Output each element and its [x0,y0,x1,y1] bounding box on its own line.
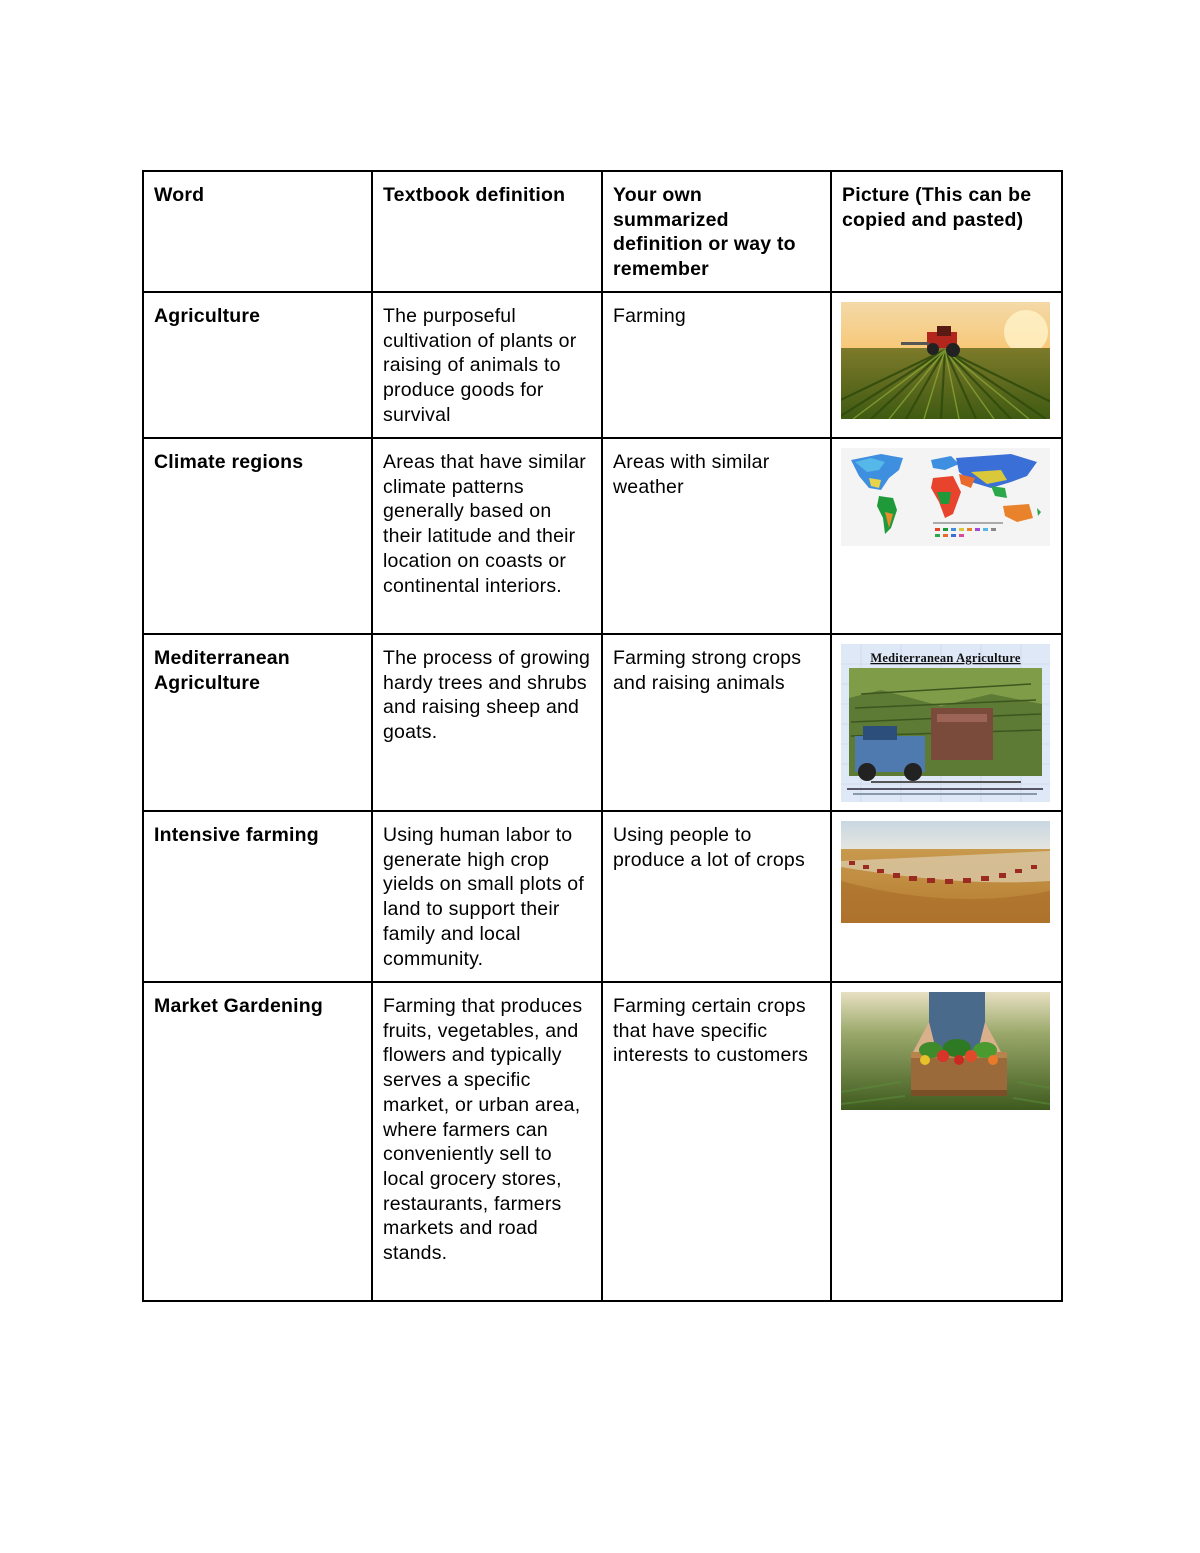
word-cell: Mediterranean Agriculture [143,634,372,811]
textbook-definition-cell: The process of growing hardy trees and shrubs and raising sheep and goats. [372,634,602,811]
word-cell: Market Gardening [143,982,372,1301]
tractor-field-image [841,302,1050,419]
word-cell: Climate regions [143,438,372,634]
textbook-definition-cell: Areas that have similar climate patterns generally based on their latitude and their location on coasts or continental interiors. [372,438,602,634]
table-row [143,634,1062,811]
slide-title: Mediterranean Agriculture [870,651,1021,665]
own-definition-cell: Farming strong crops and raising animals [602,634,831,811]
picture-cell [831,292,1062,438]
header-textbook-definition: Textbook definition [372,171,602,292]
word-cell: Intensive farming [143,811,372,982]
own-definition-cell: Areas with similar weather [602,438,831,634]
picture-cell [831,438,1062,634]
textbook-definition-cell: Farming that produces fruits, vegetables, and flowers and typically serves a specific market, or urban area, where farmers can conveniently sell to local grocery stores, restaurants, farmers markets and road stands. [372,982,602,1301]
own-definition-cell: Using people to produce a lot of crops [602,811,831,982]
table-header-row [143,171,1062,292]
own-definition-cell: Farming certain crops that have specific interests to customers [602,982,831,1301]
header-word: Word [143,171,372,292]
picture-cell [831,634,1062,811]
word-cell: Agriculture [143,292,372,438]
picture-cell [831,811,1062,982]
textbook-definition-cell: Using human labor to generate high crop yields on small plots of land to support their family and local community. [372,811,602,982]
textbook-definition-cell: The purposeful cultivation of plants or raising of animals to produce goods for survival [372,292,602,438]
table-row [143,438,1062,634]
table-row [143,811,1062,982]
table-row [143,292,1062,438]
header-picture: Picture (This can be copied and pasted) [831,171,1062,292]
header-own-definition: Your own summarized definition or way to remember [602,171,831,292]
combine-harvesters-image [841,821,1050,923]
vegetable-crate-image [841,992,1050,1110]
climate-map-image [841,448,1050,546]
picture-cell [831,982,1062,1301]
table-row [143,982,1062,1301]
own-definition-cell: Farming [602,292,831,438]
vocabulary-table [142,170,1063,1302]
mediterranean-agriculture-image [841,644,1050,802]
